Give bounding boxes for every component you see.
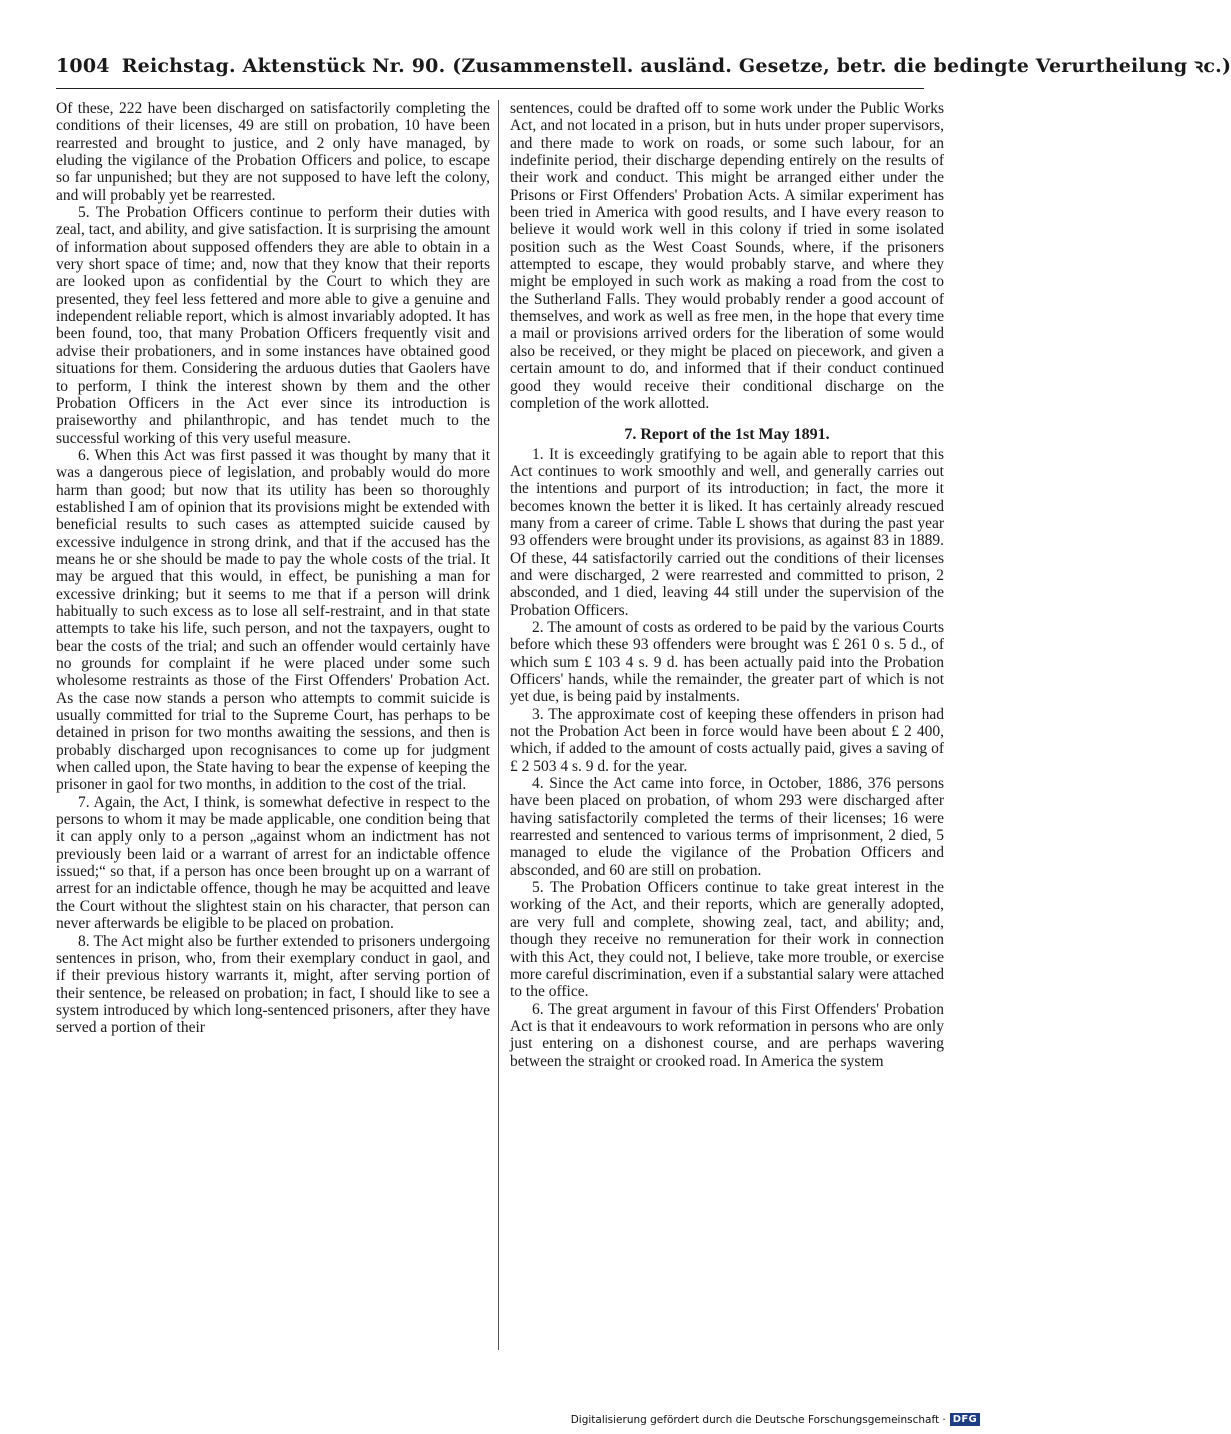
paragraph: 5. The Probation Officers continue to perform their duties with zeal, tact, and ability, and give satisfaction. It is surprising the amount of information about supposed offenders they are able to obtain in a very short space of time; and, now that they know that their reports are looked upon as confidential by the Court to which they are presented, they feel less fettered and more able to give a genuine and independent reliable report, which is almost invariably adopted. It has been found, too, that many Probation Officers frequently visit and advise their probationers, and in some instances have obtained good situations for them. Considering the arduous duties that Gaolers have to perform, I think the interest shown by them and the other Probation Officers in the Act ever since its introduction is praiseworthy and philanthropic, and has tendet much to the successful working of this very useful measure. [56,204,490,447]
footer-credit [571,1413,980,1426]
header-rule [56,88,924,89]
paragraph: 1. It is exceedingly gratifying to be again able to report that this Act continues to work smoothly and well, and generally carries out the intentions and purport of its introduction; in fact, the more it becomes known the better it is liked. It has certainly already rescued many from a career of crime. Table L shows that during the past year 93 offenders were brought under its provisions, as against 83 in 1889. Of these, 44 satisfactorily carried out the conditions of their licenses and were discharged, 2 were rearrested and committed to prison, 2 absconded, and 1 died, leaving 44 still under the supervision of the Probation Officers. [510,445,944,619]
paragraph: 4. Since the Act came into force, in October, 1886, 376 persons have been placed on probation, of whom 293 were discharged after having satisfactorily completed the terms of their licenses; 16 were rearrested and sentenced to various terms of imprisonment, 2 died, 5 managed to elude the vigilance of the Probation Officers and absconded, and 60 are still on probation. [510,775,944,879]
paragraph: 6. The great argument in favour of this First Offenders' Probation Act is that it endeavours to work reformation in persons who are only just entering on a dishonest course, and are perhaps wavering between the straight or crooked road. In America the system [510,1000,944,1070]
paragraph: sentences, could be drafted off to some work under the Public Works Act, and not located in a prison, but in huts under proper supervisors, and there made to work on roads, or some such labour, for an indefinite period, their discharge depending entirely on the results of their work and conduct. This might be arranged either under the Prisons or First Offenders' Probation Acts. A similar experiment has been tried in America with good results, and I have every reason to believe it would work well in this colony if tried in some isolated position such as the West Coast Sounds, where, if the prisoners attempted to escape, they would probably starve, and where they might be employed in such work as making a road from the cost to the Sutherland Falls. They would probably render a good account of themselves, and work as well as free men, in the hope that every time a mail or provisions arrived orders for the liberation of some would also be received, or they might be placed on piecework, and given a certain amount to do, and informed that if their conduct continued good they would receive their conditional discharge on the completion of the work allotted. [510,100,944,412]
footer-text: Digitalisierung gefördert durch die Deutsche Forschungsgemeinschaft · [570,1413,946,1426]
paragraph: 5. The Probation Officers continue to take great interest in the working of the Act, and their reports, which are generally adopted, are very full and complete, showing zeal, tact, and ability; and, though they receive no remuneration for their work in connection with this Act, they could not, I believe, take more trouble, or exercise more careful discrimination, even if a substantial salary were attached to the office. [510,879,944,1001]
paragraph: 2. The amount of costs as ordered to be paid by the various Courts before which these 93 offenders were brought was £ 261 0 s. 5 d., of which sum £ 103 4 s. 9 d. has been actually paid into the Probation Officers' hands, while the remainder, the greater part of which is not yet due, is being paid by instalments. [510,618,944,706]
page-number: 1004 [56,55,110,77]
paragraph: 6. When this Act was first passed it was thought by many that it was a dangerous piece of legislation, and probably would do more harm than good; but now that its utility has been so thoroughly established I am of opinion that its provisions might be extended with beneficial results to such cases as attempted suicide caused by excessive indulgence in strong drink, and that if the accused has the means he or she should be made to pay the whole costs of the trial. It may be argued that this would, in effect, be punishing a man for excessive drinking; but it seems to me that if a person will drink habitually to such excess as to lose all self-restraint, and in that state attempts to take his life, such person, and not the taxpayers, ought to bear the costs of the trial; and such an offender would certainly have no grounds for complaint if he were placed under some such wholesome restraints as those of the First Offenders' Probation Act. As the case now stands a person who attempts to commit suicide is usually committed for trial to the Supreme Court, has perhaps to be detained in prison for two months awaiting the sessions, and then is probably discharged upon recognisances to come up for judgment when called upon, the State having to bear the expense of keeping the prisoner in gaol for two months, in addition to the cost of the trial. [56,446,490,794]
paragraph: 3. The approximate cost of keeping these offenders in prison had not the Probation Act been in force would have been about £ 2 400, which, if added to the amount of costs actually paid, gives a saving of £ 2 503 4 s. 9 d. for the year. [510,705,944,775]
paragraph: 8. The Act might also be further extended to prisoners undergoing sentences in prison, who, from their exemplary conduct in gaol, and if their previous history warrants it, might, after serving portion of their sentence, be released on probation; in fact, I should like to see a system introduced by which long-sentenced prisoners, after they have served a portion of their [56,932,490,1037]
paragraph: Of these, 222 have been discharged on satisfactorily completing the conditions of their licenses, 49 are still on probation, 10 have been rearrested and brought to justice, and 2 only have managed, by eluding the vigilance of the Probation Officers and police, to escape so far unpunished; but they are not supposed to have left the colony, and will probably yet be rearrested. [56,100,490,204]
header-title: Reichstag. Aktenstück Nr. 90. (Zusammenstell. ausländ. Gesetze, betr. die bedingte Verurtheilung ꝛc.) [121,55,1231,77]
left-column [56,100,490,1358]
section-heading: 7. Report of the 1st May 1891. [624,426,830,444]
column-divider [498,100,499,1350]
dfg-logo: DFG [950,1413,980,1426]
paragraph: 7. Again, the Act, I think, is somewhat defective in respect to the persons to whom it may be made applicable, one condition being that it can apply only to a person „against whom an indictment has not previously been laid or a warrant of arrest for an indictable offence issued;“ so that, if a person has once been brought up on a warrant of arrest for an indictable offence, though he may be acquitted and leave the Court without the slightest stain on his character, that person can never afterwards be eligible to be placed on probation. [56,793,490,933]
right-column [510,100,944,1358]
running-header [56,52,1231,82]
